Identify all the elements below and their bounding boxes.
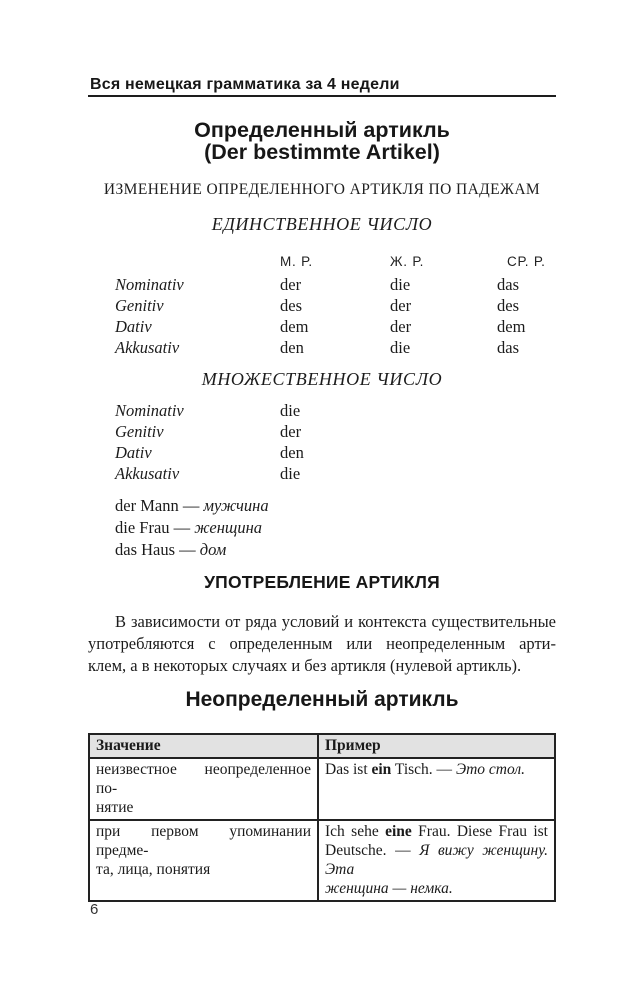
example-german: Frau. Diese Frau ist <box>411 823 548 840</box>
meaning-cell <box>90 759 319 819</box>
singular-number-heading: ЕДИНСТВЕННОЕ ЧИСЛО <box>211 214 433 234</box>
table-header-meaning: Значение <box>90 735 319 757</box>
meaning-line: неизвестное неопределенное по- <box>96 761 311 797</box>
article-nominativ-n: das <box>497 275 519 294</box>
example-line <box>325 822 548 841</box>
vocabulary-item-haus <box>115 539 269 561</box>
example-german: Ich sehe <box>325 823 386 840</box>
plural-article-akkusativ: die <box>280 464 301 483</box>
example-cell <box>319 821 554 900</box>
plural-article-dativ: den <box>280 443 304 462</box>
dash: — <box>175 540 200 559</box>
vocabulary-item-frau <box>115 517 269 539</box>
chapter-title-line-1: Определенный артикль <box>194 118 450 142</box>
article-genitiv-n: des <box>497 296 519 315</box>
paragraph-line: употребляются с определенным или неопределенным арти- <box>88 634 556 653</box>
usage-paragraph <box>88 611 556 677</box>
german-word: der Mann <box>115 496 179 515</box>
article-dativ-m: dem <box>280 317 309 336</box>
singular-declension-table <box>88 249 556 358</box>
example-russian-italic: Я вижу женщину. Эта <box>325 842 548 878</box>
meaning-line: та, лица, понятия <box>96 861 211 878</box>
example-german: Tisch. — <box>391 761 456 778</box>
russian-translation: женщина <box>194 518 263 537</box>
plural-case-label-nominativ: Nominativ <box>115 401 184 420</box>
meaning-line: нятие <box>96 799 134 816</box>
table-row <box>90 759 554 821</box>
article-akkusativ-m: den <box>280 338 304 357</box>
example-line <box>325 841 548 879</box>
article-akkusativ-n: das <box>497 338 519 357</box>
meaning-line: при первом упоминании предме- <box>96 823 311 859</box>
decl-corner-cell <box>88 249 280 274</box>
article-dativ-n: dem <box>497 317 526 336</box>
running-header <box>90 76 558 94</box>
article-akkusativ-f: die <box>390 338 411 357</box>
article-nominativ-m: der <box>280 275 302 294</box>
header-rule <box>88 95 556 97</box>
plural-case-label-akkusativ: Akkusativ <box>115 464 180 483</box>
german-word: das Haus <box>115 540 176 559</box>
case-change-heading: ИЗМЕНЕНИЕ ОПРЕДЕЛЕННОГО АРТИКЛЯ ПО ПАДЕЖАМ <box>103 181 541 198</box>
article-genitiv-f: der <box>390 296 412 315</box>
german-word: die Frau <box>115 518 170 537</box>
paragraph-line: клем, а в некоторых случаях и без артикля (нулевой артикль). <box>88 656 522 675</box>
russian-translation: дом <box>199 540 227 559</box>
plural-article-nominativ: die <box>280 401 301 420</box>
page-number: 6 <box>90 901 99 918</box>
plural-number-heading: МНОЖЕСТВЕННОЕ ЧИСЛО <box>201 369 443 389</box>
dash: — <box>178 496 204 515</box>
article-usage-heading: УПОТРЕБЛЕНИЕ АРТИКЛЯ <box>204 572 440 592</box>
indefinite-article-table <box>88 733 556 902</box>
example-german: Deutsche. — <box>325 842 420 859</box>
table-header-example: Пример <box>325 737 381 754</box>
plural-case-label-dativ: Dativ <box>115 443 152 462</box>
example-article-bold: ein <box>371 761 392 778</box>
dash: — <box>169 518 195 537</box>
plural-article-genitiv: der <box>280 422 302 441</box>
chapter-title-line-2: (Der bestimmte Artikel) <box>204 140 440 164</box>
plural-declension-table <box>88 400 556 484</box>
article-dativ-f: der <box>390 317 412 336</box>
case-label-akkusativ: Akkusativ <box>115 338 180 357</box>
russian-translation: мужчина <box>203 496 269 515</box>
running-header-text: Вся немецкая грамматика за 4 недели <box>90 76 400 93</box>
article-genitiv-m: des <box>280 296 302 315</box>
example-german: Das ist <box>325 761 372 778</box>
case-label-genitiv: Genitiv <box>115 296 164 315</box>
table-header-row <box>90 735 554 759</box>
column-header-feminine: Ж. Р. <box>390 254 425 269</box>
column-header-masculine: М. Р. <box>280 254 313 269</box>
article-nominativ-f: die <box>390 275 411 294</box>
vocabulary-list <box>115 495 269 561</box>
column-header-neuter: СР. Р. <box>507 254 546 269</box>
example-russian-italic: Это стол. <box>455 761 525 778</box>
case-label-nominativ: Nominativ <box>115 275 184 294</box>
indefinite-article-heading: Неопределенный артикль <box>185 688 459 711</box>
plural-case-label-genitiv: Genitiv <box>115 422 164 441</box>
example-russian-italic: женщина — немка. <box>325 880 453 897</box>
case-label-dativ: Dativ <box>115 317 152 336</box>
vocabulary-item-mann <box>115 495 269 517</box>
chapter-title <box>76 119 568 163</box>
example-cell <box>319 759 554 819</box>
example-line <box>325 879 548 898</box>
table-row <box>90 821 554 900</box>
meaning-cell <box>90 821 319 900</box>
paragraph-line: В зависимости от ряда условий и контекста существительные <box>115 612 556 631</box>
example-article-bold: eine <box>385 823 412 840</box>
